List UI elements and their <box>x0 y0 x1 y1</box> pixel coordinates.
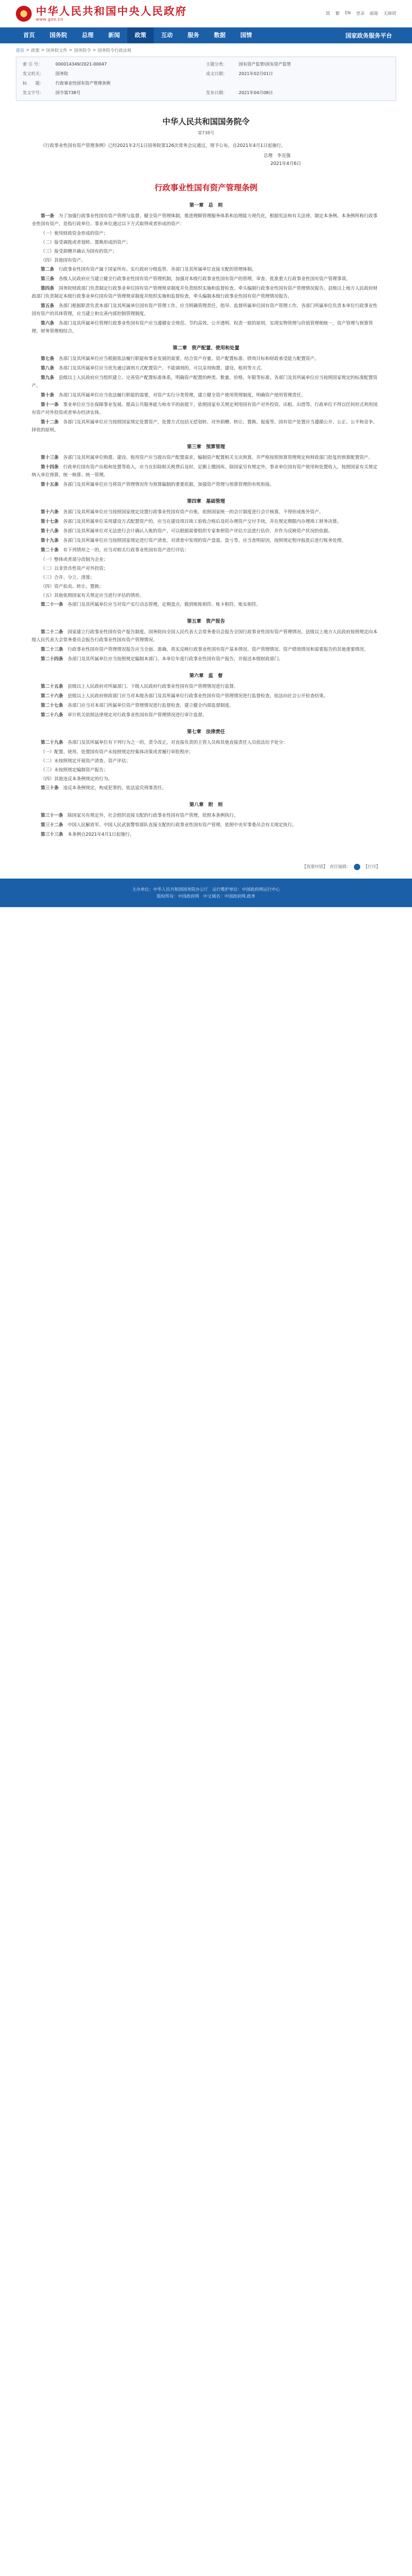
top-link[interactable]: 繁 <box>335 11 340 16</box>
top-link[interactable]: EN <box>344 11 351 15</box>
article-number: 第十条 <box>41 393 54 398</box>
article-text: （四）其他违反本条例规定的行为。 <box>41 777 113 782</box>
article-paragraph <box>32 821 380 829</box>
article-text: 事业单位应当在保障事业发展、提高公共服务能力和水平的前提下，依照国家有关规定利用国有资产对外投资、出租、出借等。行政单位不得以任何形式利用国有资产对外投资或者举办经济实体。 <box>32 402 378 416</box>
site-name: 中华人民共和国中央人民政府 <box>36 5 187 17</box>
article-text: （一）配置、使用、处置国有资产未按照规定经集体决策或者履行审批程序； <box>41 750 194 755</box>
breadcrumb-item[interactable]: 政策 <box>31 48 40 53</box>
article-number: 第二十六条 <box>41 694 63 699</box>
article-text: 各部门及其所属单位有下列行为之一的，责令改正，对直接负责的主管人员和其他直接责任人员依法给予处分： <box>68 740 288 745</box>
print-link[interactable]: 【打印】 <box>363 864 380 869</box>
article-text: 各部门及其所属单位应当根据依法履行职能和事业发展的需要，结合资产存量、资产配置标准、绩效目标和财政承受能力配置资产。 <box>59 356 320 362</box>
nav-item[interactable]: 数据 <box>214 32 226 39</box>
chapter-title: 第三章 预算管理 <box>186 445 225 450</box>
header <box>0 0 412 27</box>
article-paragraph <box>32 528 380 535</box>
main-nav <box>0 27 412 43</box>
chapter-title: 第四章 基础管理 <box>186 499 225 504</box>
article-number: 第二十二条 <box>41 630 63 635</box>
article-paragraph <box>32 693 380 700</box>
decree-signer: 总理 李克强 <box>263 153 291 159</box>
article-number: 第二十七条 <box>41 703 63 708</box>
top-link[interactable]: 邮箱 <box>370 11 378 16</box>
article-paragraph <box>32 401 380 417</box>
article-paragraph <box>32 547 380 555</box>
article-number: 第十一条 <box>41 402 59 408</box>
article-number: 第三十条 <box>41 786 59 791</box>
article-paragraph <box>32 392 380 400</box>
article-text: 县级以上人民政府财政部门应当对本级各部门及其所属单位行政事业性国有资产管理情况进行监督检查，依法向社会公开检查结果。 <box>68 694 329 699</box>
gov-service-platform-link[interactable]: 国家政务服务平台 <box>345 32 392 39</box>
footer-line: 版权所有：中国政府网 中文域名：中国政府网.政务 <box>156 894 256 899</box>
article-paragraph <box>32 646 380 654</box>
article-number: 第七条 <box>41 356 54 362</box>
article-text: 各部门及其所属单位应当按照国家规定设置行政事业性国有资产台账，依照国家统一的会计制度进行会计核算，不得形成账外资产。 <box>63 510 324 515</box>
site-url: www.gov.cn <box>36 17 64 22</box>
breadcrumb <box>16 48 396 53</box>
article-number: 第三条 <box>41 276 54 282</box>
article-number: 第八条 <box>41 366 54 371</box>
article-paragraph <box>32 275 380 283</box>
article-paragraph <box>32 831 380 839</box>
article-paragraph <box>32 601 380 609</box>
article-paragraph <box>32 518 380 526</box>
top-link[interactable]: 登录 <box>356 11 364 16</box>
chapter-title: 第八章 附 则 <box>189 802 223 808</box>
article-item <box>32 239 380 247</box>
article-paragraph <box>32 285 380 301</box>
national-emblem-icon: ★ <box>16 6 32 22</box>
article-item <box>32 749 380 756</box>
article-number: 第十三条 <box>41 455 59 460</box>
article-text: 各部门及其所属单位应当将资产管理情况作为预算编制的重要依据，加强资产管理与预算管理的有机衔接。 <box>63 482 275 487</box>
chapter-title: 第七章 法律责任 <box>186 730 225 735</box>
article-item <box>32 248 380 256</box>
info-value <box>239 80 389 87</box>
article-text: （三）未按照规定编制资产报告； <box>41 768 108 773</box>
article-number: 第十五条 <box>41 482 59 487</box>
info-value: 2021年02月01日 <box>239 71 273 76</box>
chapter-title: 第六章 监 督 <box>189 673 223 679</box>
info-label: 发布日期： <box>206 90 227 95</box>
article-text: 各部门及其所属单位购置、建设、租用资产应当提出资产配置需求，编制资产配置相关支出预算，并严格按照预算管理规定和财政部门批复的预算配置资产。 <box>63 455 373 460</box>
article-text: （三）接受捐赠并确认为国有的资产； <box>41 249 117 254</box>
article-paragraph <box>32 712 380 719</box>
article-item <box>32 583 380 591</box>
decree-heading: 中华人民共和国国务院令 <box>162 117 250 126</box>
info-label: 发文机关： <box>23 71 44 76</box>
article-paragraph <box>32 302 380 318</box>
breadcrumb-item[interactable]: 国务院文件 <box>46 48 68 53</box>
nav-item[interactable]: 互动 <box>161 32 173 39</box>
breadcrumb-separator: > <box>69 48 73 52</box>
article-paragraph <box>32 629 380 644</box>
article-text: 各部门根据职责负责本部门及其所属单位国有资产管理工作，应当明确管理责任，指导、监督所属单位国有资产管理工作。各部门所属单位负责本单位行政事业性国有资产的具体管理，应当建立和完善内部控制管理制度。 <box>32 303 378 317</box>
article-text: 国家建立行政事业性国有资产报告制度。国务院向全国人民代表大会常务委员会报告全国行政事业性国有资产管理情况。县级以上地方人民政府按照规定向本级人民代表大会常务委员会报告行政事业性国有资产管理情况。 <box>32 630 378 643</box>
site-footer <box>0 879 412 907</box>
article-text: （二）接受调拨或者划转、置换形成的资产； <box>41 240 131 245</box>
article-text: （一）使用财政资金形成的资产； <box>41 231 108 236</box>
article-paragraph <box>32 320 380 336</box>
article-text: 各级人民政府应当建立健全行政事业性国有资产管理机制，加强对本级行政事业性国有资产的管理，审查、批准重大行政事业性国有资产管理事项。 <box>59 276 351 282</box>
article-number: 第二条 <box>41 267 54 272</box>
chapter-title: 第五章 资产报告 <box>186 619 225 624</box>
article-paragraph <box>32 683 380 691</box>
info-value: 2021年04月08日 <box>239 90 273 95</box>
article-text: 本条例自2021年4月1日起施行。 <box>68 832 134 837</box>
article-item <box>32 758 380 765</box>
breadcrumb-item[interactable]: 国务院令 <box>74 48 91 53</box>
article <box>16 101 396 856</box>
article-paragraph <box>32 355 380 363</box>
article-text: 各部门及其所属单位采用建设方式配置资产的，应当在建设项目竣工验收合格后及时办理资产交付手续，并在规定期限内办理竣工财务决算。 <box>63 519 342 524</box>
article-item <box>32 592 380 600</box>
article-item <box>32 230 380 238</box>
top-link[interactable]: 无障碍 <box>383 11 396 16</box>
article-text: 行政事业性国有资产属于国家所有。实行政府分级监管、各部门及其所属单位直接支配的管理体制。 <box>59 267 257 272</box>
article-number: 第九条 <box>41 375 54 381</box>
article-text: （四）其他国有资产。 <box>41 258 86 263</box>
breadcrumb-separator: > <box>26 48 30 52</box>
footer-line: 主办单位：中华人民共和国国务院办公厅 运行维护单位：中国政府网运行中心 <box>132 887 280 892</box>
article-paragraph <box>32 374 380 390</box>
breadcrumb-item[interactable]: 国务院令行政法规 <box>97 48 132 53</box>
article-text: 各部门及其所属单位管理行政事业性国有资产应当遵循安全规范、节约高效、公开透明、权责一致的原则，实现实物管理与价值管理相统一，资产管理与预算管理、财务管理相结合。 <box>32 321 373 334</box>
chapter-title: 第二章 资产配置、使用和处置 <box>172 346 239 351</box>
article-text: 各部门及其所属单位应当对资产实行动态管理，定期盘点，做到账账相符、账卡相符、账实相符。 <box>68 602 261 607</box>
article-paragraph <box>32 739 380 747</box>
article-item <box>32 574 380 582</box>
article-paragraph <box>32 509 380 516</box>
article-number: 第十二条 <box>41 420 59 425</box>
article-tools <box>16 864 396 870</box>
nav-item[interactable]: 新闻 <box>108 32 120 39</box>
article-number: 第十四条 <box>41 465 59 470</box>
article-paragraph <box>32 365 380 373</box>
article-text: 各部门应当对本部门所属单位资产管理情况进行监督检查，建立健全内部监督制度。 <box>68 703 234 708</box>
article-text: （三）合并、分立、清算； <box>41 575 95 580</box>
article-text: 除国家另有规定外，社会组织直接支配的行政事业性国有资产管理，依照本条例执行。 <box>68 813 239 818</box>
regulation-title: 行政事业性国有资产管理条例 <box>154 183 258 192</box>
document-info-panel <box>16 57 396 101</box>
nav-item[interactable]: 政策 <box>127 27 154 43</box>
info-value: 国务院 <box>55 71 68 76</box>
chapter-title: 第一章 总 则 <box>189 203 223 208</box>
article-number: 第二十三条 <box>41 647 63 652</box>
article-text: 各部门及其所属单位应当优先通过调剂方式配置资产。不能调剂的，可以采用购置、建设、租用等方式。 <box>59 366 266 371</box>
article-number: 第四条 <box>41 286 54 291</box>
info-value: 行政事业性国有资产管理条例 <box>55 81 110 86</box>
info-label: 索 引 号： <box>23 62 43 67</box>
article-paragraph <box>32 784 380 792</box>
article-number: 第十九条 <box>41 538 59 543</box>
article-paragraph <box>32 266 380 274</box>
article-text: 审计机关依照法律规定对行政事业性国有资产管理情况进行审计监督。 <box>68 713 207 718</box>
correction-link[interactable]: 【我要纠错】 责任编辑： <box>302 864 351 869</box>
article-number: 第十八条 <box>41 529 59 534</box>
article-text: 各部门及其所属单位应当依法履行职能的需要，对资产实行分类管理，建立健全资产使用管理制度，明确资产使用管理责任。 <box>59 393 306 398</box>
article-text: 有下列情形之一的，应当对相关行政事业性国有资产进行评估： <box>63 548 189 553</box>
article-text: 各部门及其所属单位应当按照国家规定进行资产清查，对清查中发现的资产盘盈、盘亏等，应当查明原因，按照规定程序报批后进行账务处理。 <box>63 538 347 543</box>
article-paragraph <box>32 537 380 545</box>
article-text: 县级以上人民政府应当组织建立、完善资产配置标准体系，明确资产配置的种类、数量、价格、年限等标准。各部门及其所属单位应当按照国家规定的标准配置资产。 <box>32 375 378 389</box>
article-text: 各部门及其所属单位应当按照国家规定处置资产，处置方式包括无偿划转、对外捐赠、转让、置换、报废等。国有资产处置应当遵循公开、公正、公平和竞争、择优的原则。 <box>32 420 378 433</box>
decree-number: 第738号 <box>198 131 214 135</box>
article-number: 第三十二条 <box>41 823 63 828</box>
article-item <box>32 257 380 265</box>
article-paragraph <box>32 213 380 228</box>
article-text: （四）资产拍卖、转让、置换； <box>41 584 104 589</box>
article-number: 第六条 <box>41 321 54 326</box>
article-text: 各部门及其所属单位应当按照规定编制本部门、本单位年度行政事业性国有资产报告，并报送本级财政部门。 <box>68 657 284 662</box>
article-number: 第二十条 <box>41 548 59 553</box>
info-value: 国令第738号 <box>55 90 81 95</box>
decree-date: 2021年4月6日 <box>270 161 301 167</box>
article-number: 第二十九条 <box>41 740 63 745</box>
article-paragraph <box>32 481 380 489</box>
top-link[interactable]: 简 <box>325 11 330 16</box>
article-number: 第十七条 <box>41 519 59 524</box>
article-text: （一）整体或者部分改制为企业； <box>41 557 108 562</box>
article-paragraph <box>32 812 380 820</box>
article-number: 第十六条 <box>41 510 59 515</box>
article-text: 国务院财政部门负责制定行政事业单位国有资产管理规章制度并负责组织实施和监督检查，牵头编制行政事业性国有资产管理情况报告。县级以上地方人民政府财政部门负责制定本级行政事业单位国有资产管理规章制度并组织实施和监督检查，牵头编制本级行政事业性国有资产管理情况报告。 <box>32 286 378 299</box>
site-logo[interactable] <box>16 5 187 22</box>
article-number: 第二十一条 <box>41 602 63 607</box>
article-number: 第一条 <box>41 214 54 219</box>
article-text: （二）未按照规定开展资产清查、资产评估； <box>41 759 131 764</box>
info-value: 国有资产监管\国有资产监管 <box>239 62 291 67</box>
nav-item[interactable]: 国务院 <box>50 32 67 39</box>
article-number: 第三十一条 <box>41 813 63 818</box>
top-links <box>326 11 396 16</box>
article-item <box>32 556 380 564</box>
info-value: 000014349/2021-00047 <box>55 62 107 67</box>
article-number: 第五条 <box>41 303 54 309</box>
breadcrumb-item[interactable]: 首页 <box>16 48 24 53</box>
breadcrumb-separator: > <box>41 48 45 52</box>
article-number: 第二十五条 <box>41 684 63 689</box>
article-paragraph <box>32 419 380 435</box>
regulation-body <box>32 201 380 839</box>
decree-preamble: 《行政事业性国有资产管理条例》已经2021年2月1日国务院第126次常务会议通过，现予公布，自2021年4月1日起施行。 <box>41 143 286 149</box>
document-info-grid <box>23 61 389 96</box>
nav-item[interactable]: 国情 <box>240 32 252 39</box>
article-text: （二）以非货币性资产对外投资； <box>41 566 108 571</box>
share-icon[interactable] <box>354 864 360 870</box>
article-paragraph <box>32 655 380 663</box>
article-item <box>32 775 380 783</box>
article-paragraph <box>32 464 380 479</box>
breadcrumb-separator: > <box>92 48 96 52</box>
nav-item[interactable]: 服务 <box>188 32 199 39</box>
article-text: 违反本条例规定，构成犯罪的，依法追究刑事责任。 <box>63 786 167 791</box>
article-paragraph <box>32 702 380 710</box>
article-text: 为了加强行政事业性国有资产管理与监督，健全资产管理体制，推进理顺管理服务体系和治理能力现代化，根据宪法和有关法律，制定本条例。本条例所称行政事业性国有资产，是指行政单位、事业单位通过以下方式取得或者形成的资产： <box>32 214 378 227</box>
article-number: 第二十八条 <box>41 713 63 718</box>
article-text: 各部门及其所属单位对无法进行会计确认入账的资产，可以根据需要组织专家参照资产评估方法进行估价，并作为反映资产状况的依据。 <box>63 529 333 534</box>
info-label <box>206 80 239 87</box>
nav-item[interactable]: 首页 <box>23 32 35 39</box>
article-number: 第三十三条 <box>41 832 63 837</box>
article-text: 行政单位国有资产出租和处置等收入，应当在扣除相关税费后及时、足额上缴国库。除国家另有规定外，事业单位国有资产使用和处置收入，按照国家有关规定纳入单位预算，统一核算、统一管理。 <box>32 465 378 478</box>
article-paragraph <box>32 454 380 462</box>
nav-item[interactable]: 总理 <box>82 32 93 39</box>
article-item <box>32 767 380 774</box>
info-label: 发文字号： <box>23 90 44 95</box>
article-number: 第二十四条 <box>41 657 63 662</box>
article-text: 县级以上人民政府对所属部门、下级人民政府行政事业性国有资产管理情况进行监督。 <box>68 684 239 689</box>
article-item <box>32 565 380 573</box>
info-label: 主题分类： <box>206 62 227 67</box>
article-text: 行政事业性国有资产管理情况报告应当全面、准确、真实反映行政事业性国有资产基本情况、资产管理情况、资产绩效情况和需要报告的其他重要情况。 <box>68 647 369 652</box>
article-text: （五）其他依照国家有关规定应当进行评估的情形。 <box>41 593 144 598</box>
article-text: 中国人民解放军、中国人民武装警察部队直接支配的行政事业性国有资产管理，依照中央军事委员会有关规定执行。 <box>68 823 297 828</box>
info-label: 成文日期： <box>206 71 227 76</box>
info-label: 标 题： <box>23 81 44 86</box>
